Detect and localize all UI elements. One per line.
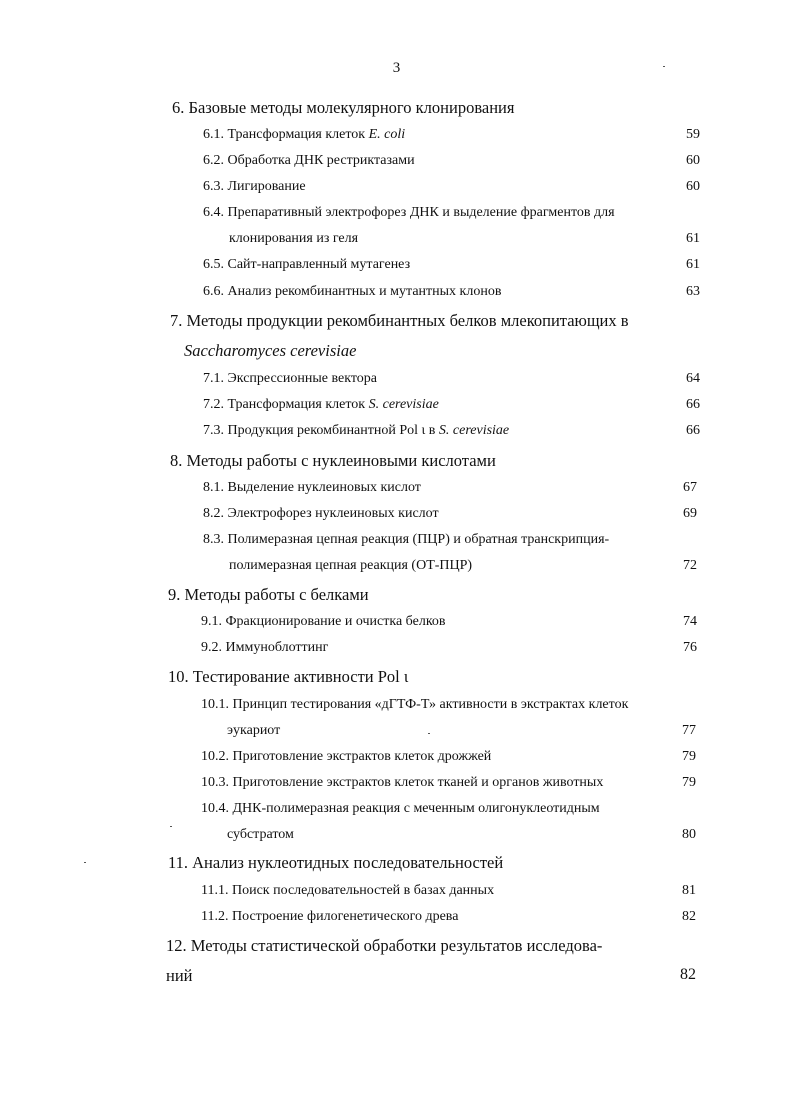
toc-page-6-1: 59	[686, 127, 700, 142]
toc-item-8-2: 8.2. Электрофорез нуклеиновых кислот	[203, 506, 439, 521]
toc-item-label-italic: S. cerevisiae	[438, 423, 510, 438]
section-10-title: 10. Тестирование активности Pol ι	[168, 667, 409, 686]
toc-item-8-3-cont: полимеразная цепная реакция (ОТ-ПЦР)	[229, 558, 473, 573]
toc-item-7-1: 7.1. Экспрессионные вектора	[203, 371, 377, 386]
toc-item-8-1: 8.1. Выделение нуклеиновых кислот	[203, 480, 421, 495]
toc-page-9-2: 76	[683, 640, 697, 655]
toc-item-label-italic: E. coli	[368, 127, 406, 142]
section-7-title: 7. Методы продукции рекомбинантных белков млекопитающих в	[170, 311, 629, 330]
toc-page-10-1: 77	[682, 723, 696, 738]
toc-item-6-4: 6.4. Препаративный электрофорез ДНК и выделение фрагментов для	[203, 205, 615, 220]
toc-page-8-1: 67	[683, 480, 697, 495]
toc-page-12: 82	[680, 966, 696, 983]
toc-page-9-1: 74	[683, 614, 697, 629]
scan-speck	[170, 826, 172, 827]
toc-item-6-5: 6.5. Сайт-направленный мутагенез	[203, 257, 411, 272]
toc-page-8-3: 72	[683, 558, 697, 573]
page-number: 3	[392, 60, 401, 76]
toc-item-10-4-cont: субстратом	[227, 827, 294, 842]
toc-item-11-1: 11.1. Поиск последовательностей в базах данных	[201, 883, 495, 898]
section-9-title: 9. Методы работы с белками	[168, 585, 369, 604]
toc-page-7-1: 64	[686, 371, 700, 386]
toc-item-8-3: 8.3. Полимеразная цепная реакция (ПЦР) и обратная транскрипция-	[203, 532, 610, 547]
toc-page-10-3: 79	[682, 775, 696, 790]
toc-item-6-6: 6.6. Анализ рекомбинантных и мутантных клонов	[203, 284, 502, 299]
scan-speck	[428, 733, 430, 734]
toc-page-11-1: 81	[682, 883, 696, 898]
toc-item-label: 7.2. Трансформация клеток	[203, 397, 369, 412]
toc-item-7-2	[203, 397, 439, 413]
toc-item-label: 6.1. Трансформация клеток	[203, 127, 369, 142]
toc-item-9-2: 9.2. Иммуноблоттинг	[201, 640, 329, 655]
toc-page-8-2: 69	[683, 506, 697, 521]
toc-item-label-italic: S. cerevisiae	[368, 397, 439, 412]
toc-page-11-2: 82	[682, 909, 696, 924]
toc-page-10-4: 80	[682, 827, 696, 842]
toc-item-6-2: 6.2. Обработка ДНК рестриктазами	[203, 153, 415, 168]
section-7-title-cont	[184, 341, 356, 361]
toc-item-10-4: 10.4. ДНК-полимеразная реакция с меченным олигонуклеотидным	[201, 801, 600, 816]
toc-page-6-2: 60	[686, 153, 700, 168]
section-12-title: 12. Методы статистической обработки результатов исследова-	[166, 936, 603, 955]
toc-item-6-4-cont: клонирования из геля	[229, 231, 359, 246]
toc-page-10-2: 79	[682, 749, 696, 764]
toc-page-6-5: 61	[686, 257, 700, 272]
section-12-title-cont: ний	[166, 966, 193, 985]
scan-speck	[663, 66, 665, 67]
toc-page-6-4: 61	[686, 231, 700, 246]
toc-item-11-2: 11.2. Построение филогенетического древа	[201, 909, 459, 924]
scan-speck	[84, 862, 86, 863]
toc-page-7-3: 66	[686, 423, 700, 438]
section-8-title: 8. Методы работы с нуклеиновыми кислотами	[170, 451, 496, 470]
section-7-title-italic: Saccharomyces cerevisiae	[184, 341, 357, 360]
toc-item-9-1: 9.1. Фракционирование и очистка белков	[201, 614, 446, 629]
toc-item-10-1: 10.1. Принцип тестирования «дГТФ-Т» активности в экстрактах клеток	[201, 697, 629, 712]
toc-item-10-3: 10.3. Приготовление экстрактов клеток тканей и органов животных	[201, 775, 604, 790]
toc-page-6-3: 60	[686, 179, 700, 194]
toc-item-7-3	[203, 423, 509, 439]
toc-item-10-1-cont: эукариот	[227, 723, 281, 738]
toc-item-10-2: 10.2. Приготовление экстрактов клеток дрожжей	[201, 749, 492, 764]
toc-page-7-2: 66	[686, 397, 700, 412]
toc-item-6-1	[203, 127, 405, 143]
toc-item-6-3: 6.3. Лигирование	[203, 179, 306, 194]
section-11-title: 11. Анализ нуклеотидных последовательностей	[168, 853, 504, 872]
toc-page-6-6: 63	[686, 284, 700, 299]
section-6-title: 6. Базовые методы молекулярного клонирования	[172, 98, 515, 117]
toc-item-label: 7.3. Продукция рекомбинантной Pol ι в	[203, 423, 439, 438]
